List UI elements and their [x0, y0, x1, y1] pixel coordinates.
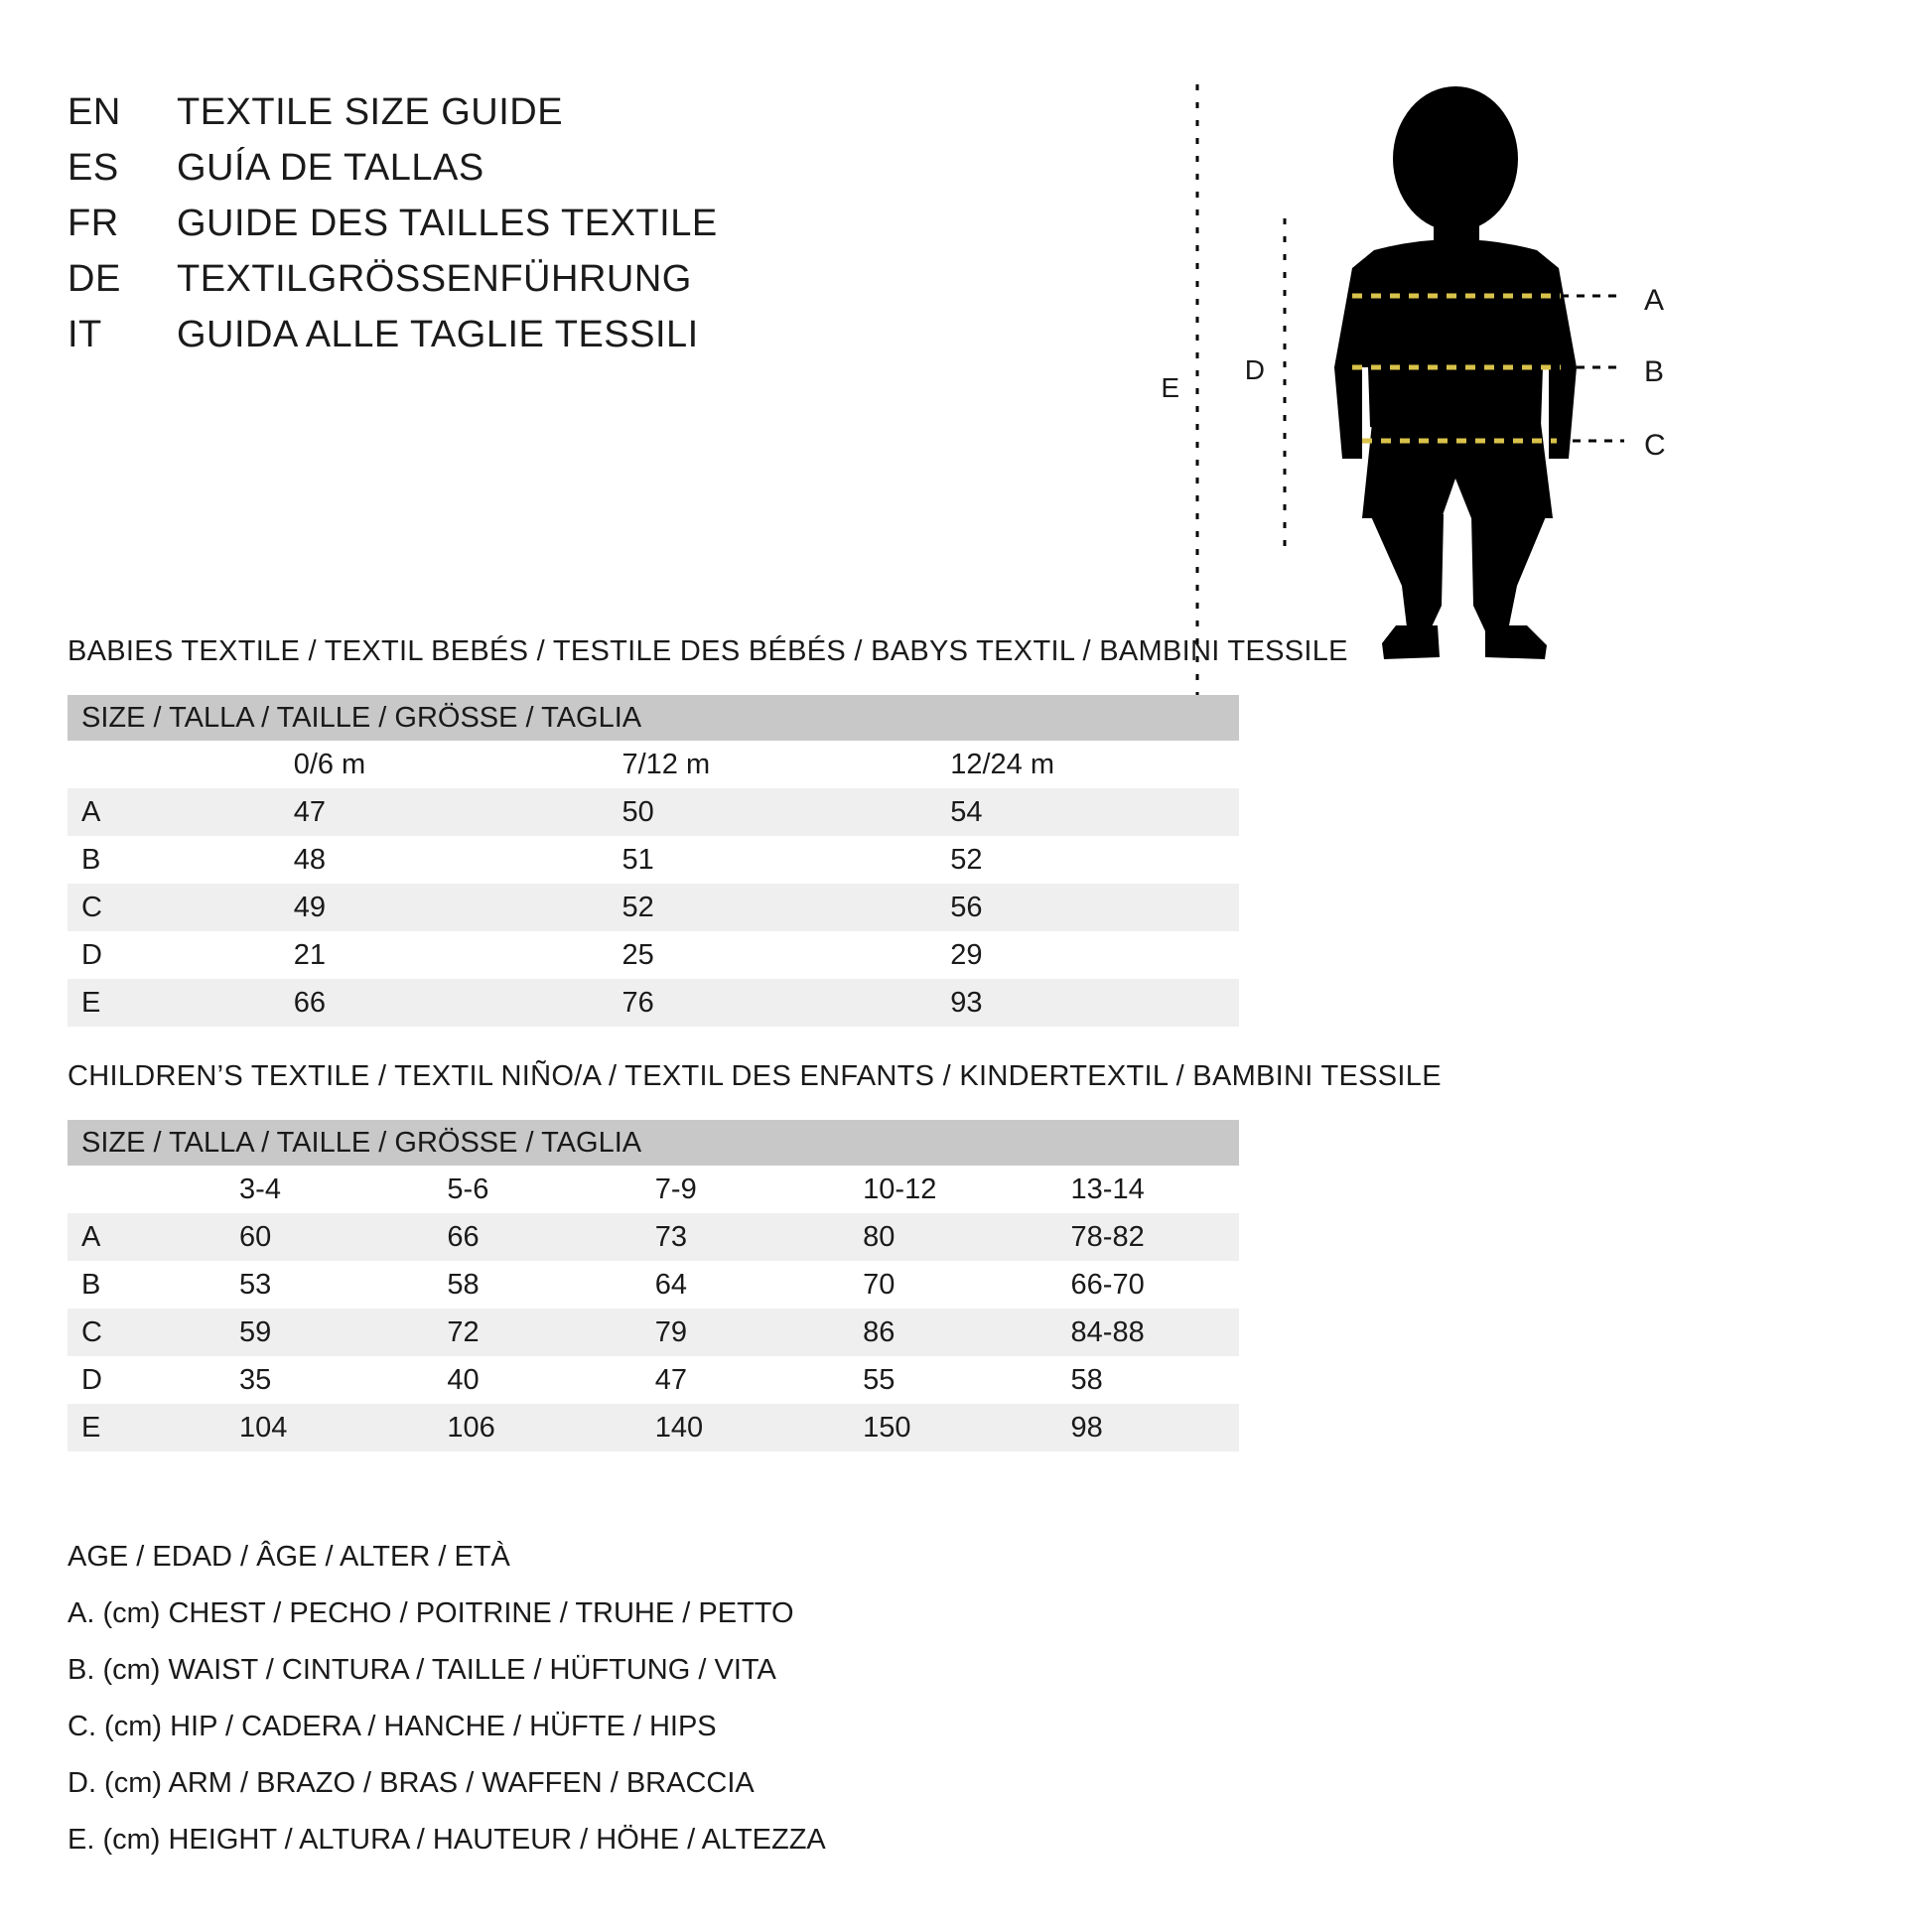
cell — [200, 1213, 407, 1261]
legend-chest: A. (cm) CHEST / PECHO / POITRINE / TRUHE / PETTO — [68, 1597, 794, 1629]
size-col-5 — [1032, 1166, 1239, 1213]
babies-table-header: SIZE / TALLA / TAILLE / GRÖSSE / TAGLIA — [68, 695, 1239, 741]
row-label: E — [68, 979, 254, 1027]
legend-arm: D. (cm) ARM / BRAZO / BRAS / WAFFEN / BRACCIA — [68, 1767, 755, 1799]
cell-value: 53 — [239, 1268, 272, 1301]
silhouette-left-foot — [1382, 625, 1440, 659]
children-size-table — [68, 1120, 1239, 1451]
table-row — [68, 836, 1239, 884]
language-code-it: IT — [68, 314, 102, 355]
row-label: C — [68, 1309, 200, 1356]
cell-value: 49 — [293, 891, 326, 923]
language-title-fr: GUIDE DES TAILLES TEXTILE — [177, 203, 718, 244]
cell — [910, 979, 1239, 1027]
babies-size-table — [68, 695, 1239, 1027]
language-row-en — [68, 91, 1160, 147]
cell-value: 60 — [239, 1220, 272, 1253]
cell-value: 93 — [950, 986, 983, 1019]
size-col-2 — [582, 741, 910, 788]
cell-value: 59 — [239, 1315, 272, 1348]
table-row — [68, 1261, 1239, 1309]
silhouette-right-foot — [1485, 625, 1547, 659]
cell-value: 78-82 — [1070, 1220, 1145, 1253]
cell-value: 104 — [239, 1411, 288, 1444]
table-row — [68, 1166, 1239, 1213]
cell-value: 29 — [950, 938, 983, 971]
language-row-fr — [68, 203, 1160, 258]
table-row — [68, 1309, 1239, 1356]
cell-value: 79 — [654, 1315, 688, 1348]
language-code-de: DE — [68, 258, 121, 300]
figure-label-b: B — [1644, 355, 1665, 388]
cell-value: 66-70 — [1070, 1268, 1145, 1301]
cell-value: 52 — [621, 891, 654, 923]
cell — [823, 1356, 1031, 1404]
language-row-de — [68, 258, 1160, 314]
cell-value: 84-88 — [1070, 1315, 1145, 1348]
cell — [254, 931, 583, 979]
cell — [582, 931, 910, 979]
language-title-en: TEXTILE SIZE GUIDE — [177, 91, 564, 133]
row-label: C — [68, 884, 254, 931]
silhouette-right-leg — [1471, 514, 1547, 635]
size-col-1 — [200, 1166, 407, 1213]
cell — [910, 788, 1239, 836]
silhouette-head — [1393, 86, 1518, 231]
language-code-fr: FR — [68, 203, 119, 244]
language-title-de: TEXTILGRÖSSENFÜHRUNG — [177, 258, 692, 300]
table-row — [68, 741, 1239, 788]
cell — [200, 1261, 407, 1309]
cell-value: 66 — [447, 1220, 480, 1253]
table-header-row — [68, 1120, 1239, 1166]
cell — [407, 1309, 615, 1356]
row-label: D — [81, 938, 102, 971]
cell-value: 25 — [621, 938, 654, 971]
size-col-1-label: 3-4 — [239, 1173, 281, 1205]
legend-hip: C. (cm) HIP / CADERA / HANCHE / HÜFTE / HIPS — [68, 1711, 717, 1742]
cell — [200, 1309, 407, 1356]
cell-value: 21 — [293, 938, 326, 971]
size-col-4-label: 10-12 — [863, 1173, 937, 1205]
cell — [910, 931, 1239, 979]
cell-value: 54 — [950, 795, 983, 828]
cell — [1032, 1213, 1239, 1261]
cell-value: 106 — [447, 1411, 495, 1444]
row-label: D — [81, 1363, 102, 1396]
language-title-it: GUIDA ALLE TAGLIE TESSILI — [177, 314, 699, 355]
cell — [200, 1356, 407, 1404]
cell-value: 56 — [950, 891, 983, 923]
cell-value: 40 — [447, 1363, 480, 1396]
cell — [823, 1404, 1031, 1451]
silhouette-shorts — [1362, 423, 1553, 518]
measurement-legend — [68, 1529, 1358, 1868]
table-row — [68, 979, 1239, 1027]
cell — [1032, 1309, 1239, 1356]
legend-height: E. (cm) HEIGHT / ALTURA / HAUTEUR / HÖHE / ALTEZZA — [68, 1824, 826, 1856]
row-label: E — [68, 1404, 200, 1451]
table-row — [68, 788, 1239, 836]
cell — [407, 1213, 615, 1261]
cell-value: 98 — [1070, 1411, 1103, 1444]
cell — [616, 1309, 823, 1356]
cell — [582, 979, 910, 1027]
cell-value: 73 — [654, 1220, 688, 1253]
legend-age: AGE / EDAD / ÂGE / ALTER / ETÀ — [68, 1541, 510, 1573]
cell-value: 72 — [447, 1315, 480, 1348]
cell-value: 150 — [863, 1411, 911, 1444]
cell — [582, 788, 910, 836]
size-col-1-label: 0/6 m — [293, 748, 366, 780]
cell — [407, 1404, 615, 1451]
size-col-5-label: 13-14 — [1070, 1173, 1145, 1205]
cell-value: 86 — [863, 1315, 896, 1348]
silhouette-torso — [1346, 239, 1565, 435]
cell — [254, 979, 583, 1027]
cell-value: 80 — [863, 1220, 896, 1253]
cell — [823, 1309, 1031, 1356]
cell — [1032, 1404, 1239, 1451]
cell — [407, 1261, 615, 1309]
table-row — [68, 931, 1239, 979]
language-row-it — [68, 314, 1160, 369]
cell-value: 47 — [654, 1363, 688, 1396]
cell — [582, 884, 910, 931]
row-label: A — [68, 788, 254, 836]
cell — [254, 836, 583, 884]
cell-value: 70 — [863, 1268, 896, 1301]
cell-value: 66 — [293, 986, 326, 1019]
cell-value: 140 — [654, 1411, 704, 1444]
row-label-empty — [68, 1166, 200, 1213]
babies-section-title: BABIES TEXTILE / TEXTIL BEBÉS / TESTILE DES BÉBÉS / BABYS TEXTIL / BAMBINI TESSILE — [68, 635, 1348, 667]
table-row — [68, 1356, 1239, 1404]
children-table-header: SIZE / TALLA / TAILLE / GRÖSSE / TAGLIA — [68, 1120, 1239, 1166]
language-header — [68, 91, 1160, 369]
cell — [254, 788, 583, 836]
size-col-2 — [407, 1166, 615, 1213]
children-section-title: CHILDREN’S TEXTILE / TEXTIL NIÑO/A / TEXTIL DES ENFANTS / KINDERTEXTIL / BAMBINI TESSILE — [68, 1060, 1442, 1092]
cell-value: 76 — [621, 986, 654, 1019]
cell — [407, 1356, 615, 1404]
cell-value: 64 — [654, 1268, 688, 1301]
cell — [910, 836, 1239, 884]
row-label: B — [81, 843, 101, 876]
size-col-3-label: 12/24 m — [950, 748, 1055, 780]
cell — [254, 884, 583, 931]
size-col-2-label: 5-6 — [447, 1173, 489, 1205]
cell — [616, 1356, 823, 1404]
cell — [616, 1404, 823, 1451]
row-label: A — [68, 1213, 200, 1261]
language-title-es: GUÍA DE TALLAS — [177, 147, 484, 189]
cell — [823, 1261, 1031, 1309]
table-row — [68, 1213, 1239, 1261]
cell — [616, 1261, 823, 1309]
table-row — [68, 884, 1239, 931]
size-col-1 — [254, 741, 583, 788]
language-row-es — [68, 147, 1160, 203]
row-label: B — [81, 1268, 101, 1301]
cell — [823, 1213, 1031, 1261]
cell — [1032, 1261, 1239, 1309]
cell-value: 35 — [239, 1363, 272, 1396]
cell-value: 58 — [1070, 1363, 1103, 1396]
size-col-3-label: 7-9 — [654, 1173, 697, 1205]
figure-label-d: D — [1244, 354, 1265, 385]
cell-value: 52 — [950, 843, 983, 876]
figure-label-c: C — [1644, 429, 1666, 462]
size-col-3 — [616, 1166, 823, 1213]
silhouette-left-leg — [1370, 514, 1444, 635]
table-header-row — [68, 695, 1239, 741]
figure-label-e: E — [1161, 372, 1179, 403]
cell-value: 55 — [863, 1363, 896, 1396]
legend-waist: B. (cm) WAIST / CINTURA / TAILLE / HÜFTUNG / VITA — [68, 1654, 776, 1686]
cell — [616, 1213, 823, 1261]
cell-value: 47 — [293, 795, 326, 828]
language-code-en: EN — [68, 91, 121, 133]
table-row — [68, 1404, 1239, 1451]
cell-value: 50 — [621, 795, 654, 828]
cell-value: 48 — [293, 843, 326, 876]
figure-label-a: A — [1644, 284, 1665, 317]
cell — [1032, 1356, 1239, 1404]
row-label-empty — [68, 741, 254, 788]
cell — [582, 836, 910, 884]
size-col-3 — [910, 741, 1239, 788]
cell-value: 58 — [447, 1268, 480, 1301]
cell — [200, 1404, 407, 1451]
language-code-es: ES — [68, 147, 119, 189]
size-col-4 — [823, 1166, 1031, 1213]
size-col-2-label: 7/12 m — [621, 748, 711, 780]
cell — [910, 884, 1239, 931]
cell-value: 51 — [621, 843, 654, 876]
